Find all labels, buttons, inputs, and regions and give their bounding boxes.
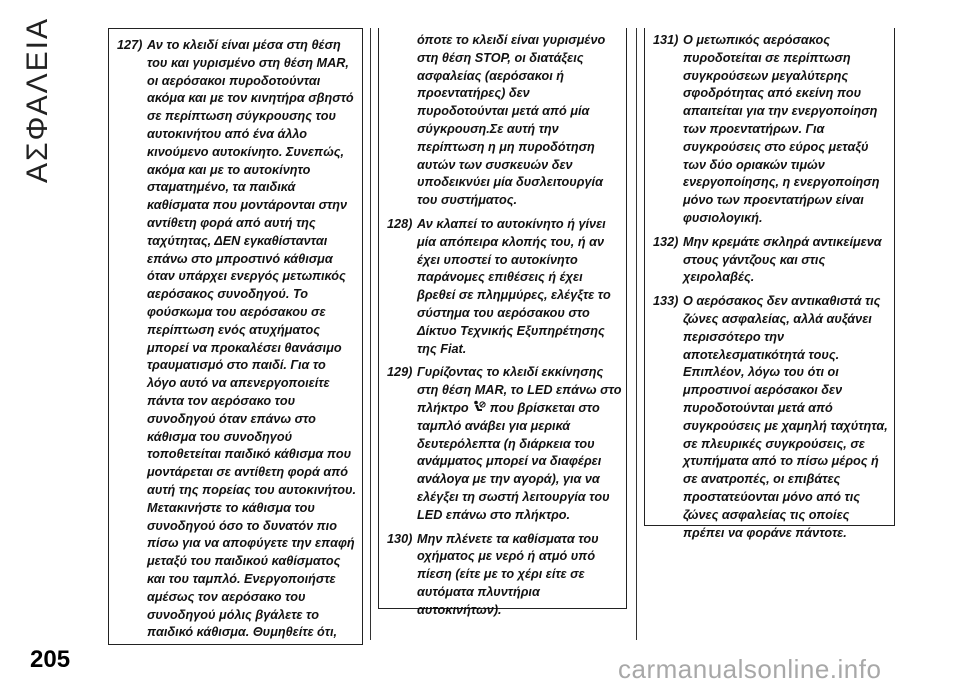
note-text-before-icon: Γυρίζοντας το κλειδί εκκίνησης στη θέση MAR, το LED επάνω στο πλήκτρο [417,365,622,415]
note-text: Αν κλαπεί το αυτοκίνητο ή γίνει μία απόπειρα κλοπής του, ή αν έχει υποστεί το αυτοκίνητο παράνομες επιθέσεις ή έχει βρεθεί σε πλημμύρες, ελέγξτε το σύστημα του αερόσακου στο Δίκτυο Τεχνικής Εξυπηρέτησης της Fiat. [417,216,611,356]
note-128 [387,216,622,358]
note-133 [653,293,890,542]
notes-column-2 [378,28,627,617]
note-number: 128) [387,216,413,231]
note-text: Μην πλένετε τα καθίσματα του οχήματος με νερό ή ατμό υπό πίεση (είτε με το χέρι είτε σε αυτόματα πλυντήρια αυτοκινήτων). [417,531,599,617]
note-number: 130) [387,531,413,546]
column-divider [636,28,637,640]
note-132 [653,234,890,287]
note-number: 132) [653,234,679,249]
section-title-vertical [8,16,68,184]
note-131 [653,32,890,228]
note-text-after-icon: που βρίσκεται στο ταμπλό ανάβει για μερικά δευτερόλεπτα (η διάρκεια του ανάμματος μπορεί να διαφέρει ανάλογα με την αγορά), για να ελέγξει τη σωστή λειτουργία του LED επάνω στο πλήκτρο. [417,400,610,522]
passenger-airbag-off-icon [472,400,486,414]
watermark-text: carmanualsonline.info [618,654,882,684]
note-number: 133) [653,294,679,309]
note-number: 127) [117,38,143,52]
note-text: όποτε το κλειδί είναι γυρισμένο στη θέση STOP, οι διατάξεις ασφαλείας (αερόσακοι ή προεντατήρες) δεν πυροδοτούνται μετά από μία σύγκρουση.Σε αυτή την περίπτωση η μη πυροδότηση αυτών των συσκευών δεν υποδεικνύει μία δυσλειτουργία του συστήματος. [417,33,606,208]
note-text: Μην κρεμάτε σκληρά αντικείμενα στους γάντζους και στις χειρολαβές. [683,234,882,285]
note-number: 129) [387,365,413,380]
section-title-text: ΑΣΦΑΛΕΙΑ [21,16,54,184]
notes-column-3 [644,28,895,540]
note-text: Ο μετωπικός αερόσακος πυροδοτείται σε περίπτωση συγκρούσεων μεγαλύτερης σφοδρότητας από εκείνη που απαιτείται για την ενεργοποίηση των προεντατήρων. Για συγκρούσεις στο εύρος μεταξύ των δύο οριακών τιμών ενεργοποίησης, η ενεργοποίηση μόνο των προεντατήρων είναι φυσιολογική. [683,33,880,225]
note-127-continued [387,32,622,210]
notes-column-1 [108,28,363,645]
note-number: 131) [653,33,679,47]
page-number: 205 [30,646,71,673]
note-127 [117,37,358,642]
note-130 [387,531,622,620]
column-divider [370,28,371,640]
note-text: Ο αερόσακος δεν αντικαθιστά τις ζώνες ασφαλείας, αλλά αυξάνει περισσότερο την αποτελεσματικότητά τους. Επιπλέον, λόγω του ότι οι μπροστινοί αερόσακοι δεν πυροδοτούνται μετά από συγκρούσεις με χαμηλή ταχύτητα, σε πλευρικές συγκρούσεις, σε χτυπήματα από το πίσω μέρος ή σε ανατροπές, οι επιβάτες προστατεύονται μόνο από τις ζώνες ασφαλείας τις οποίες πρέπει να φοράνε πάντοτε. [683,294,888,540]
note-129 [387,364,622,524]
note-text: Αν το κλειδί είναι μέσα στη θέση του και γυρισμένο στη θέση MAR, οι αερόσακοι πυροδοτούνται ακόμα και με τον κινητήρα σβηστό σε περίπτωση σύγκρουσης του αυτοκινήτου από ένα άλλο κινούμενο αυτοκίνητο. Συνεπώς, ακόμα και με το αυτοκίνητο σταματημένο, τα παιδικά καθίσματα που μοντάρονται στην αντίθετη φορά από αυτή της ταχύτητας, ΔΕΝ εγκαθίστανται επάνω στο μπροστινό κάθισμα όταν υπάρχει ενεργός μετωπικός αερόσακος συνοδηγού. Το φούσκωμα του αερόσακου σε περίπτωση ενός ατυχήματος μπορεί να προκαλέσει θανάσιμο τραυματισμό στο παιδί. Για το λόγο αυτό να απενεργοποιείτε πάντα τον αερόσακο του συνοδηγού όταν επάνω στο κάθισμα του συνοδηγού τοποθετείται παιδικό κάθισμα που μοντάρεται σε αντίθετη φορά από αυτή της πορείας του αυτοκινήτου. Μετακινήστε το κάθισμα του συνοδηγού όσο το δυνατόν πιο πίσω για να αποφύγετε την επαφή μεταξύ του παιδικού καθίσματος και του ταμπλό. Ενεργοποιήστε αμέσως τον αερόσακο του συνοδηγού μόλις βγάλετε το παιδικό κάθισμα. Θυμηθείτε ότι, [147,38,356,640]
